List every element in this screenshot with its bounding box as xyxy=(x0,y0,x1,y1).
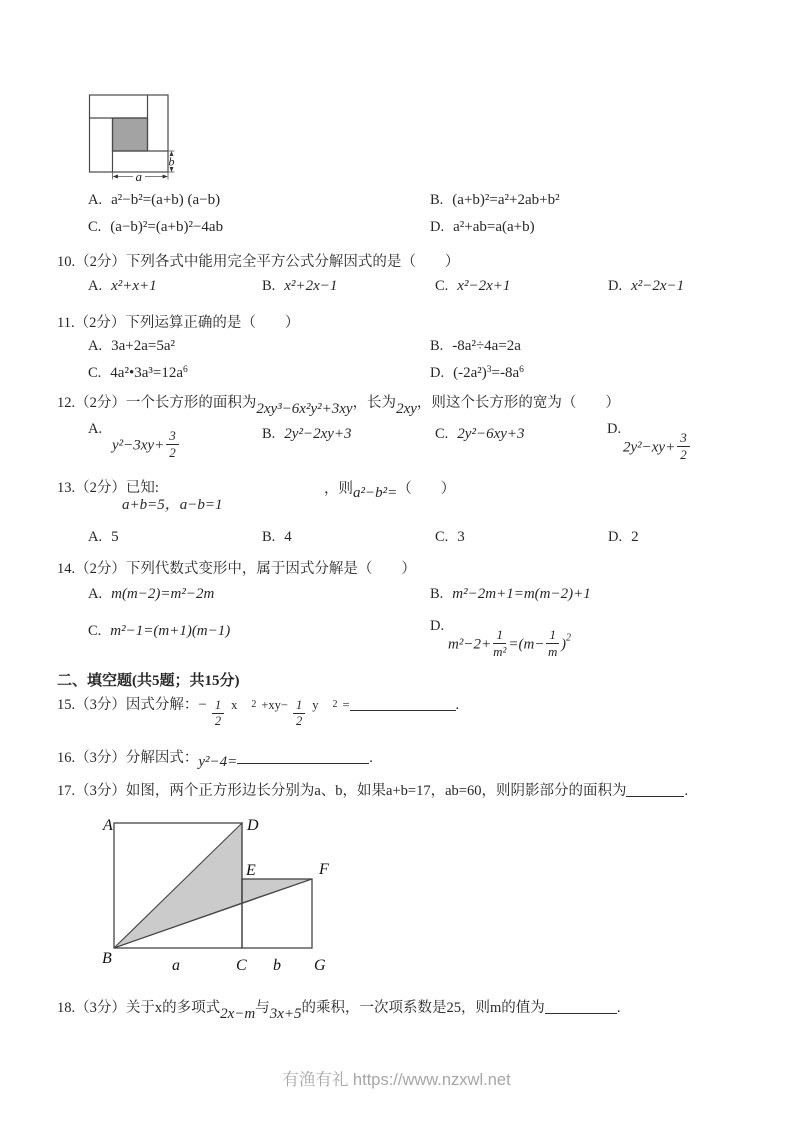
vertex-label-g: G xyxy=(314,957,326,974)
formula: a²−b²=(a+b) (a−b) xyxy=(111,192,221,208)
q9-option-c xyxy=(88,218,223,236)
formula: a²+ab=a(a+b) xyxy=(453,219,535,235)
denominator: m xyxy=(548,643,558,659)
denominator: m² xyxy=(493,643,507,659)
formula: (a−b)²=(a+b)²−4ab xyxy=(110,219,224,235)
formula: a²−b²= xyxy=(353,485,398,501)
option-label: B. xyxy=(262,278,276,294)
q13-option-b xyxy=(262,528,292,546)
formula: x²−2x−1 xyxy=(631,278,685,294)
fraction xyxy=(293,699,305,728)
vertex-label-b: B xyxy=(102,950,112,967)
formula: y xyxy=(312,698,319,712)
formula: (-2a²) xyxy=(453,365,487,381)
option-label: D. xyxy=(608,529,623,545)
denominator: 2 xyxy=(214,713,222,728)
answer-blank xyxy=(626,783,684,797)
vertex-label-c: C xyxy=(236,957,247,974)
answer-blank xyxy=(545,1000,617,1014)
q18-line xyxy=(57,996,621,1022)
period: . xyxy=(616,1000,621,1016)
option-value: 4 xyxy=(284,529,292,545)
exponent: 6 xyxy=(519,365,524,375)
option-label: A. xyxy=(88,192,103,208)
period: . xyxy=(684,783,689,799)
q14-option-d-formula xyxy=(448,628,571,658)
option-label: B. xyxy=(430,338,444,354)
formula: +xy− xyxy=(261,698,288,712)
q13-text-2 xyxy=(324,477,456,501)
q14-title: 14.（2分）下列代数式变形中，属于因式分解是（ ） xyxy=(57,561,416,577)
q10-option-c xyxy=(435,277,510,295)
option-label: B. xyxy=(430,586,444,602)
side-label-a: a xyxy=(172,957,180,974)
section-2-header: 二、填空题(共5题；共15分) xyxy=(57,673,240,689)
q15-line xyxy=(57,693,459,728)
option-label: C. xyxy=(435,278,449,294)
q17-line xyxy=(57,779,688,800)
q13-option-c xyxy=(435,528,465,546)
formula: ) xyxy=(560,636,566,653)
fraction xyxy=(166,429,179,459)
q11-option-d xyxy=(430,364,524,382)
option-label: D. xyxy=(430,365,445,381)
question-text: 的乘积，一次项系数是25，则m的值为 xyxy=(301,1000,545,1016)
question-text: ，长为 xyxy=(352,395,397,411)
option-label: A. xyxy=(88,586,103,602)
option-label: C. xyxy=(88,219,102,235)
formula: y²−3xy+ xyxy=(112,437,165,454)
formula: 3x+5 xyxy=(269,1006,302,1022)
period: . xyxy=(369,750,373,766)
formula: =(m− xyxy=(508,636,545,653)
q9-option-d xyxy=(430,218,535,236)
q12-option-b xyxy=(262,425,352,443)
dim-label-b: b xyxy=(168,154,175,169)
formula: x²−2x+1 xyxy=(457,278,511,294)
q12-title xyxy=(57,391,620,417)
formula: m(m−2)=m²−2m xyxy=(111,586,215,602)
q12-option-c xyxy=(435,425,525,443)
q12-option-a-formula xyxy=(112,429,181,459)
question-text: 15.（3分）因式分解： xyxy=(57,697,199,713)
vertex-label-a: A xyxy=(103,817,113,834)
numerator: 1 xyxy=(493,628,506,644)
q10-option-a xyxy=(88,277,157,295)
option-label: C. xyxy=(435,426,449,442)
shaded-center-square xyxy=(113,118,148,151)
q11-title: 11.（2分）下列运算正确的是（ ） xyxy=(57,315,300,331)
formula: m²−1=(m+1)(m−1) xyxy=(110,623,231,639)
answer-blank xyxy=(350,697,456,711)
numerator: 1 xyxy=(212,699,224,714)
formula: y²−4= xyxy=(198,754,238,770)
vertex-label-e: E xyxy=(246,862,256,879)
q12-option-d-label: D. xyxy=(607,421,622,437)
fraction xyxy=(546,628,559,658)
question-text: 12.（2分）一个长方形的面积为 xyxy=(57,395,257,411)
q14-option-b xyxy=(430,585,591,603)
formula: = xyxy=(342,698,350,712)
option-value: 3 xyxy=(457,529,465,545)
option-label: B. xyxy=(262,529,276,545)
q12-option-d-formula xyxy=(623,431,692,461)
fraction xyxy=(493,628,506,658)
figure-pinwheel xyxy=(88,93,184,185)
formula: − xyxy=(198,697,207,713)
formula: -8a²÷4a=2a xyxy=(452,338,521,354)
q9-option-b xyxy=(430,191,560,209)
q13-given-formula: a+b=5，a−b=1 xyxy=(122,497,223,513)
option-value: 5 xyxy=(111,529,119,545)
formula: m²−2+ xyxy=(448,636,492,653)
exponent: 2 xyxy=(251,699,257,710)
formula: x xyxy=(231,698,238,712)
option-label: C. xyxy=(88,365,102,381)
q13-option-a xyxy=(88,528,119,546)
q14-option-a xyxy=(88,585,214,603)
formula: =-8a xyxy=(491,365,520,381)
formula: 2xy xyxy=(396,401,417,417)
vertex-label-f: F xyxy=(319,861,329,878)
q10-title: 10.（2分）下列各式中能用完全平方公式分解因式的是（ ） xyxy=(57,254,460,270)
answer-blank xyxy=(237,750,369,764)
numerator: 1 xyxy=(293,699,305,714)
formula: x²+x+1 xyxy=(111,278,157,294)
option-label: A. xyxy=(88,338,103,354)
dim-label-a: a xyxy=(135,169,142,184)
q11-option-b xyxy=(430,337,521,355)
q10-option-b xyxy=(262,277,337,295)
question-text: 16.（3分）分解因式： xyxy=(57,750,199,766)
q14-option-d-label: D. xyxy=(430,618,445,634)
option-label: D. xyxy=(608,278,623,294)
figure-two-squares xyxy=(100,810,340,978)
question-text: ，则这个长方形的宽为（ ） xyxy=(416,395,620,411)
option-label: B. xyxy=(262,426,276,442)
question-text: 17.（3分）如图，两个正方形边长分别为a、b，如果a+b=17，ab=60，则阴影部分的面积为 xyxy=(57,783,627,799)
q13-option-d xyxy=(608,528,639,546)
q16-line xyxy=(57,746,373,770)
formula: 2x−m xyxy=(220,1006,256,1022)
side-label-b: b xyxy=(273,957,281,974)
option-value: 2 xyxy=(631,529,639,545)
formula: 2xy³−6x²y²+3xy xyxy=(256,401,353,417)
q9-option-a xyxy=(88,191,220,209)
question-text: ，则 xyxy=(324,481,353,497)
formula: m²−2m+1=m(m−2)+1 xyxy=(452,586,591,602)
fraction xyxy=(677,431,690,461)
shaded-triangle-bdp xyxy=(114,823,242,948)
formula: 2y²−xy+ xyxy=(623,439,676,456)
option-label: D. xyxy=(430,219,445,235)
denominator: 2 xyxy=(169,444,176,460)
formula: 4a²•3a³=12a xyxy=(110,365,183,381)
denominator: 2 xyxy=(680,446,687,462)
q11-option-a xyxy=(88,337,175,355)
exponent: 6 xyxy=(182,365,188,375)
footer-watermark: 有渔有礼 https://www.nzxwl.net xyxy=(282,1071,511,1089)
option-label: C. xyxy=(435,529,449,545)
numerator: 3 xyxy=(166,429,179,445)
question-text: 与 xyxy=(255,1000,270,1016)
exponent: 2 xyxy=(565,632,571,644)
q10-option-d xyxy=(608,277,684,295)
q13-text-1: 13.（2分）已知: xyxy=(57,480,159,496)
formula: 3a+2a=5a² xyxy=(111,338,175,354)
option-label: C. xyxy=(88,623,102,639)
option-label: B. xyxy=(430,192,444,208)
formula: (a+b)²=a²+2ab+b² xyxy=(452,192,560,208)
numerator: 3 xyxy=(677,431,690,447)
question-text: （ ） xyxy=(397,481,456,497)
exponent: 2 xyxy=(332,699,338,710)
option-label: A. xyxy=(88,278,103,294)
q12-option-a-label: A. xyxy=(88,421,103,437)
denominator: 2 xyxy=(295,713,303,728)
formula: 2y²−6xy+3 xyxy=(457,426,525,442)
option-label: A. xyxy=(88,529,103,545)
formula: x²+2x−1 xyxy=(284,278,338,294)
q11-option-c xyxy=(88,364,188,382)
fraction xyxy=(212,699,224,728)
formula: 2y²−2xy+3 xyxy=(284,426,352,442)
question-text: 18.（3分）关于x的多项式 xyxy=(57,1000,221,1016)
numerator: 1 xyxy=(546,628,559,644)
q14-option-c xyxy=(88,622,230,640)
period: . xyxy=(455,697,460,713)
vertex-label-d: D xyxy=(247,817,259,834)
exponent: 3 xyxy=(486,365,492,375)
